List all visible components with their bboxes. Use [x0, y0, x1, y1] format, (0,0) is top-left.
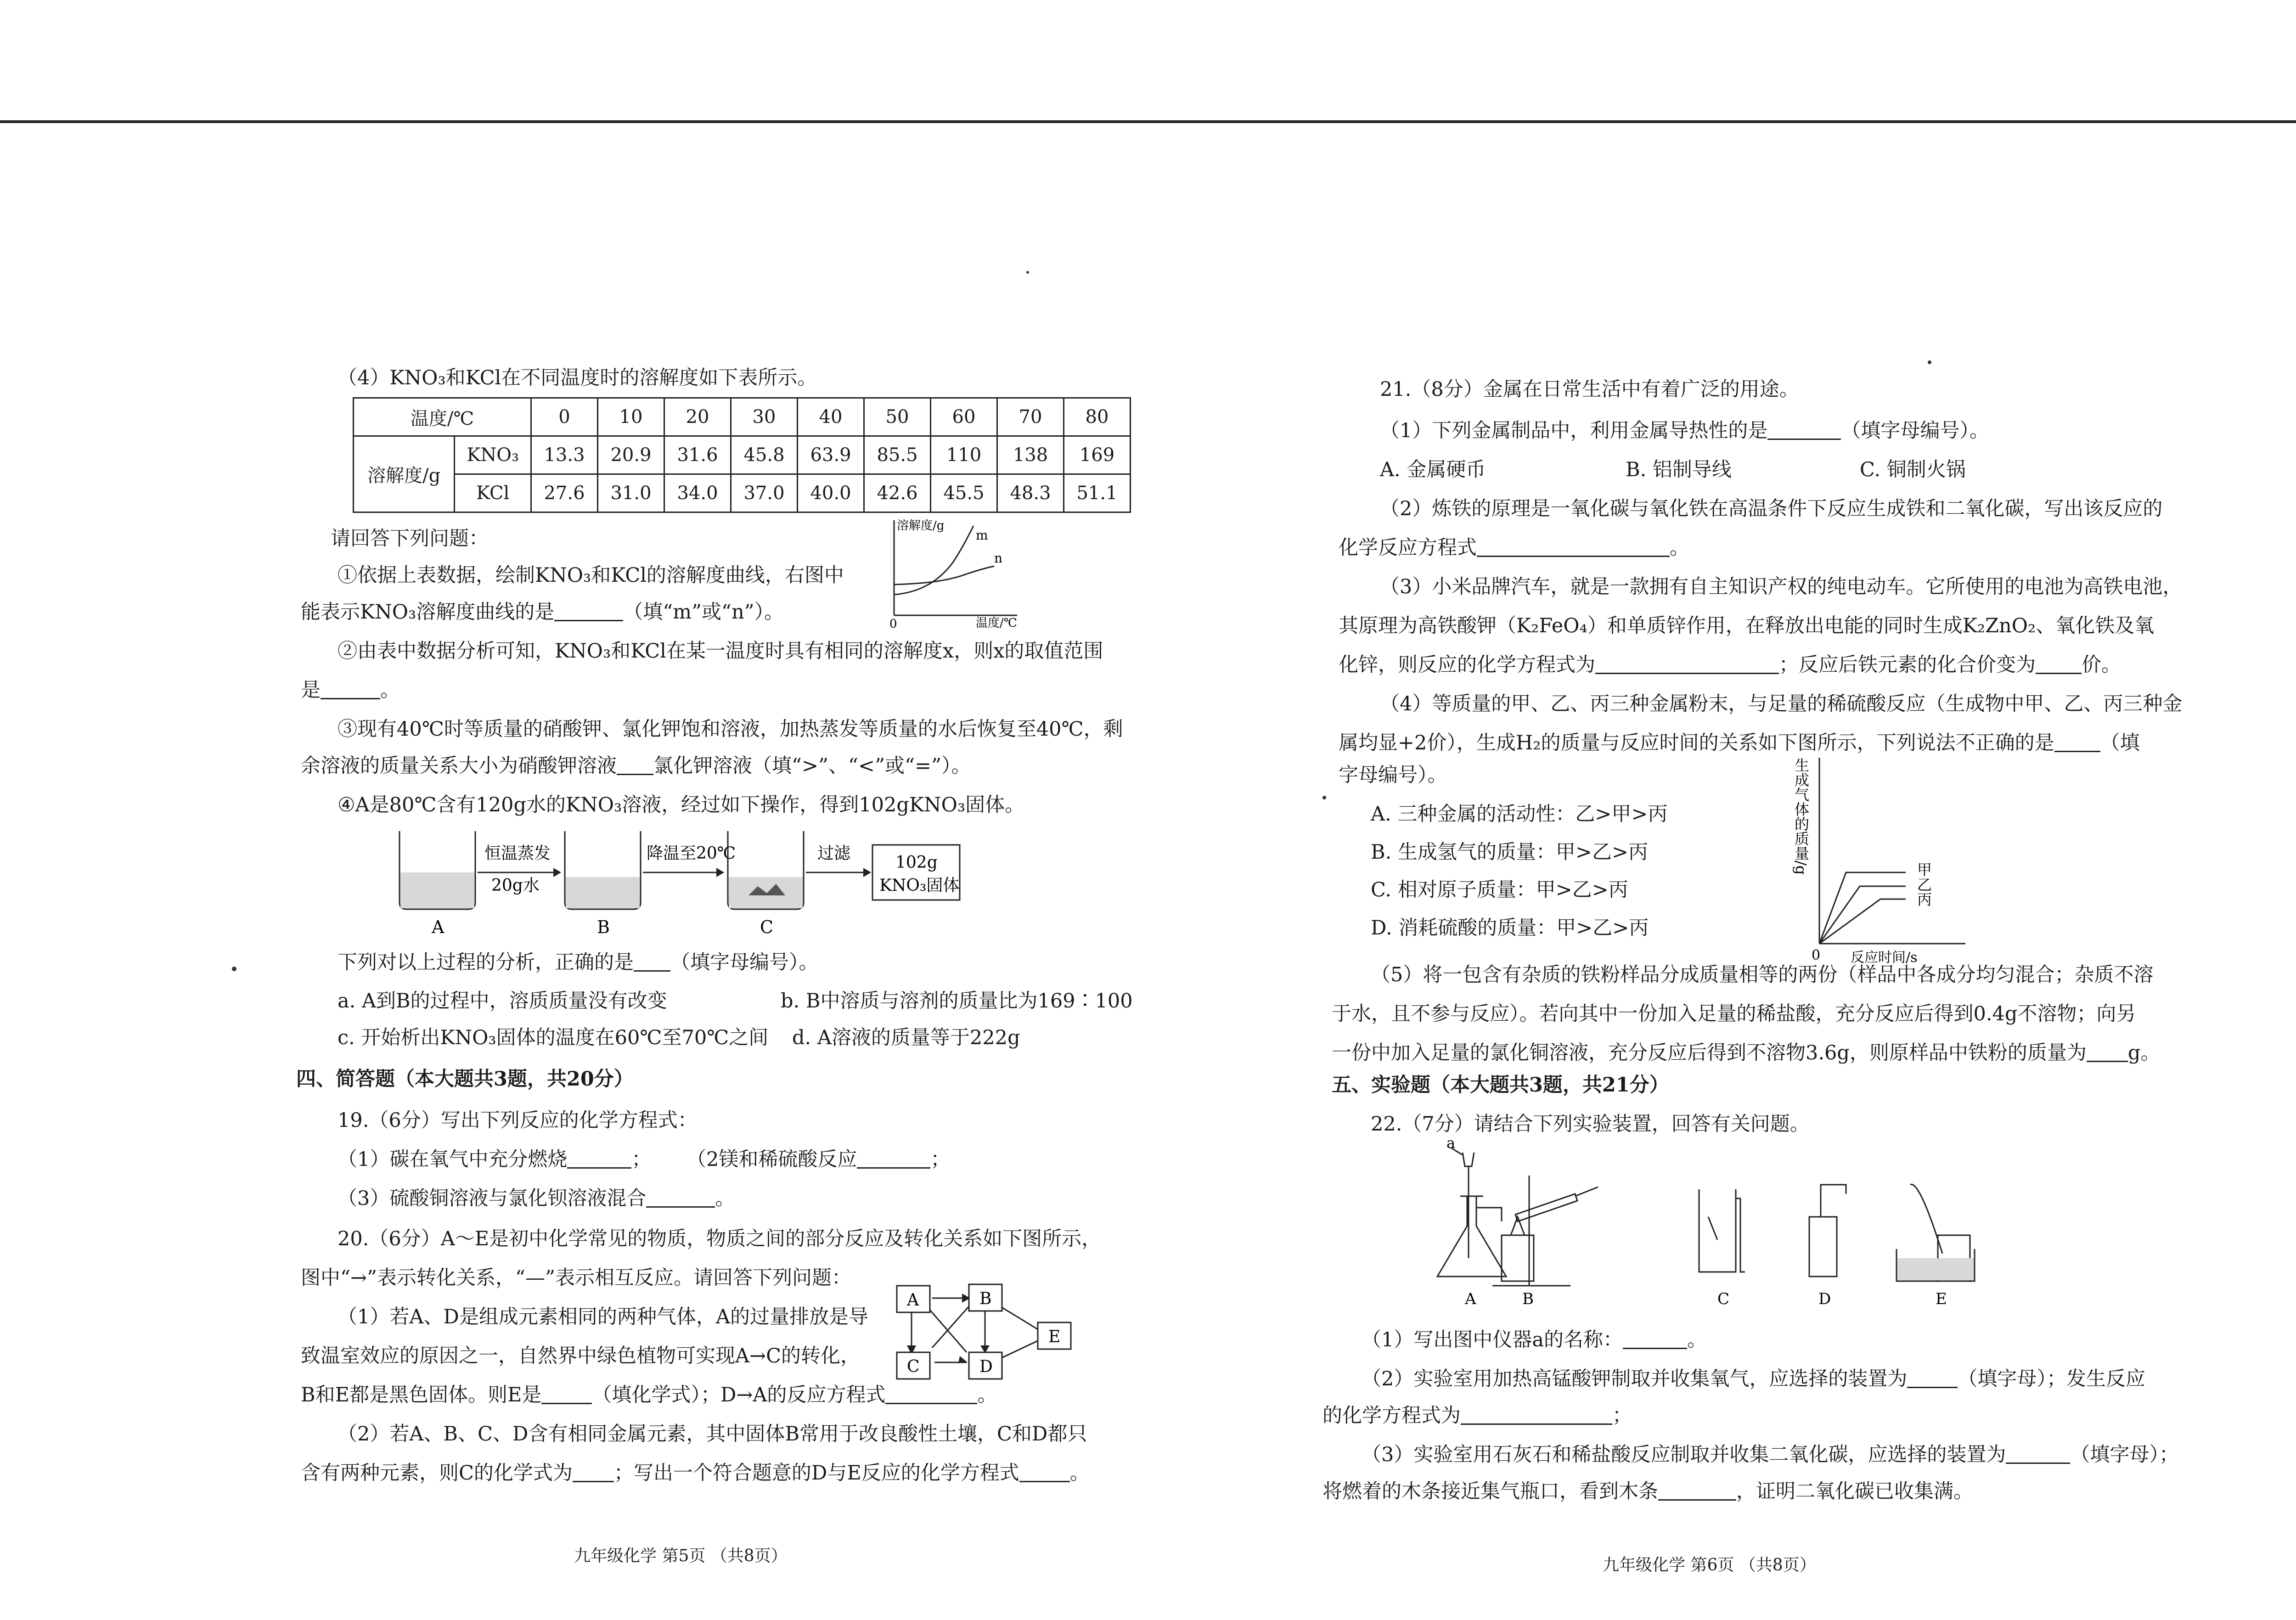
- answer-blank: [2087, 1042, 2128, 1062]
- q20-1-line3: [301, 1382, 997, 1408]
- table-cell: 0: [531, 398, 598, 436]
- scan-top-border: [0, 120, 2296, 123]
- q21-4-opt-b: B. 生成氢气的质量：甲>乙>丙: [1371, 841, 1648, 864]
- node-e-label: E: [1048, 1328, 1061, 1346]
- answer-blank: [857, 1149, 930, 1169]
- text: （填字母编号）。: [1841, 419, 1989, 442]
- table-cell: 45.8: [731, 436, 798, 474]
- table-cell: 169: [1064, 436, 1131, 474]
- text: ；: [930, 1148, 951, 1171]
- text: 。: [380, 679, 400, 702]
- q21-4-opt-a: A. 三种金属的活动性：乙>甲>丙: [1371, 803, 1668, 826]
- table-cell: 60: [931, 398, 997, 436]
- right-footer: 九年级化学 第6页 （共8页）: [1603, 1556, 1816, 1575]
- q21-4-line2: [1339, 730, 2140, 756]
- text: （2）实验室用加热高锰酸钾制取并收集氧气，应选择的装置为: [1362, 1367, 1908, 1390]
- table-cell: 20: [664, 398, 731, 436]
- thistle-funnel: [1463, 1153, 1474, 1166]
- text: 化学反应方程式: [1339, 536, 1477, 559]
- mini-ylabel: 溶解度/g: [897, 519, 945, 533]
- answer-blank: [634, 952, 670, 972]
- node-a-label: A: [907, 1291, 919, 1310]
- analysis-line: [338, 950, 819, 975]
- table-row: [354, 398, 1131, 436]
- text: 。: [1687, 1328, 1707, 1351]
- answer-blank: [2036, 654, 2082, 674]
- label-c: C: [760, 917, 774, 937]
- answer-blank: [1623, 1329, 1687, 1349]
- q21-5-line3: [1332, 1040, 2160, 1066]
- q21-1: [1380, 418, 1989, 444]
- apparatus-label: A: [1465, 1290, 1476, 1308]
- q4-3-line2: [301, 753, 971, 779]
- answer-blank: [541, 1384, 592, 1404]
- text: 含有两种元素，则C的化学式为: [301, 1462, 573, 1485]
- kcl-label: KCl: [455, 474, 531, 512]
- left-footer: 九年级化学 第5页 （共8页）: [574, 1547, 788, 1565]
- test-tube-b: [1515, 1194, 1577, 1221]
- table-cell: 45.5: [931, 474, 997, 512]
- q21-1-opt-a: A. 金属硬币: [1380, 458, 1486, 481]
- table-cell: 31.6: [664, 436, 731, 474]
- text: 下列对以上过程的分析，正确的是: [338, 951, 634, 974]
- water-e: [1897, 1258, 1974, 1280]
- table-cell: 50: [864, 398, 931, 436]
- answer-blank: [567, 1149, 631, 1169]
- text: 。: [1670, 536, 1689, 559]
- text: （3）实验室用石灰石和稀盐酸反应制取并收集二氧化碳，应选择的装置为: [1362, 1443, 2006, 1466]
- text: 氯化钾溶液（填“>”、“<”或“=”）。: [653, 754, 971, 777]
- q22-1: [1362, 1327, 1707, 1353]
- section4-title: 四、简答题（本大题共3题，共20分）: [296, 1068, 634, 1091]
- text: 价。: [2082, 653, 2121, 676]
- q21-4-opt-c: C. 相对原子质量：甲>乙>丙: [1371, 878, 1628, 901]
- table-row: [354, 474, 1131, 512]
- q21: 21.（8分）金属在日常生活中有着广泛的用途。: [1380, 378, 1799, 401]
- table-cell: 40: [798, 398, 864, 436]
- answer-blank: [617, 755, 653, 775]
- answer-blank: [885, 1384, 977, 1404]
- solution-b: [566, 877, 640, 908]
- label-a: A: [432, 917, 445, 937]
- table-cell: 31.0: [598, 474, 664, 512]
- solubility-mini-graph: [884, 517, 1022, 629]
- q21-2-line1: （2）炼铁的原理是一氧化碳与氧化铁在高温条件下反应生成铁和二氧化碳，写出该反应的: [1380, 497, 2163, 520]
- q21-4-opt-d: D. 消耗硫酸的质量：甲>乙>丙: [1371, 917, 1649, 939]
- q19: 19.（6分）写出下列反应的化学方程式：: [338, 1109, 698, 1132]
- option-b: b. B中溶质与溶剂的质量比为169∶100: [781, 990, 1133, 1012]
- curve-n: [894, 566, 994, 585]
- table-cell: 42.6: [864, 474, 931, 512]
- answer-prompt: 请回答下列问题：: [331, 527, 489, 550]
- q20-2-line1: （2）若A、B、C、D含有相同金属元素，其中固体B常用于改良酸性土壤，C和D都只: [338, 1423, 1087, 1446]
- relation-diagram: [889, 1279, 1081, 1389]
- table-cell: 13.3: [531, 436, 598, 474]
- answer-blank: [646, 1188, 715, 1208]
- process-diagram: [395, 822, 969, 941]
- q21-3-line1: （3）小米品牌汽车，就是一款拥有自主知识产权的纯电动车。它所使用的电池为高铁电池，: [1380, 575, 2183, 598]
- table-cell: 27.6: [531, 474, 598, 512]
- answer-blank: [321, 680, 380, 699]
- section5-title: 五、实验题（本大题共3题，共21分）: [1332, 1074, 1669, 1097]
- kno3-label: KNO₃: [455, 436, 531, 474]
- arrow-head: [553, 868, 561, 877]
- label-b: B: [597, 917, 610, 937]
- table-cell: 20.9: [598, 436, 664, 474]
- text: （1）下列金属制品中，利用金属导热性的是: [1380, 419, 1768, 442]
- text: ；反应后铁元素的化合价变为: [1779, 653, 2036, 676]
- apparatus-label: D: [1818, 1290, 1831, 1308]
- text: 。: [715, 1187, 735, 1210]
- q19-1: [338, 1147, 651, 1172]
- graph-ylabel: 生成气体的质量/g: [1792, 758, 1810, 875]
- q21-3-line3: [1339, 652, 2121, 678]
- scan-speck: [1928, 360, 1931, 364]
- answer-blank: [2054, 732, 2100, 752]
- text: （填字母编号）。: [670, 951, 819, 974]
- apparatus-diagram: [1424, 1134, 2020, 1318]
- text: （1）碳在氧气中充分燃烧: [338, 1148, 568, 1171]
- q22-3-line2: [1322, 1479, 1973, 1504]
- q19-2: [687, 1147, 950, 1172]
- series-label: 甲: [1917, 861, 1932, 878]
- text: 的化学方程式为: [1322, 1404, 1461, 1427]
- q22: 22.（7分）请结合下列实验装置，回答有关问题。: [1371, 1113, 1810, 1136]
- bottle-c: [1699, 1189, 1736, 1272]
- text: 。: [977, 1384, 997, 1406]
- text: （填字母）；: [2070, 1443, 2179, 1466]
- q4-2-line1: ②由表中数据分析可知，KNO₃和KCl在某一温度时具有相同的溶解度x，则x的取值范围: [338, 640, 1103, 663]
- text: B和E都是黑色固体。则E是: [301, 1384, 542, 1406]
- q21-1-opt-c: C. 铜制火锅: [1860, 458, 1966, 481]
- table-cell: 85.5: [864, 436, 931, 474]
- text: ；写出一个符合题意的D与E反应的化学方程式: [613, 1462, 1019, 1485]
- step1-bottom: 20g水: [491, 876, 540, 895]
- text: g。: [2127, 1041, 2161, 1064]
- table-row: [354, 436, 1131, 474]
- answer-blank: [1477, 537, 1670, 557]
- text: 。: [1069, 1462, 1090, 1485]
- q4-4-line1: ④A是80℃含有120g水的KNO₃溶液，经过如下操作，得到102gKNO₃固体。: [338, 793, 1025, 816]
- arrow-head: [958, 1356, 968, 1363]
- label-a-small: a: [1446, 1134, 1456, 1152]
- answer-blank: [1658, 1481, 1736, 1501]
- table-cell: 138: [997, 436, 1064, 474]
- answer-blank: [573, 1462, 614, 1482]
- table-cell: 80: [1064, 398, 1131, 436]
- table-cell: 51.1: [1064, 474, 1131, 512]
- text: （填: [2100, 731, 2140, 754]
- q20-2-line2: [301, 1460, 1090, 1486]
- node-b-label: B: [979, 1289, 992, 1308]
- q22-2-line1: [1362, 1366, 2145, 1392]
- q21-2-line2: [1339, 535, 1689, 561]
- text: 能表示KNO₃溶解度曲线的是: [301, 601, 555, 624]
- node-d-label: D: [979, 1357, 993, 1376]
- mini-origin: 0: [889, 617, 897, 629]
- arrow-head: [716, 868, 724, 877]
- series-jia: [1819, 872, 1906, 944]
- answer-blank: [2006, 1444, 2070, 1464]
- table-cell: 10: [598, 398, 664, 436]
- apparatus-label: B: [1522, 1290, 1534, 1308]
- q20-line2: 图中“→”表示转化关系，“—”表示相互反应。请回答下列问题：: [301, 1266, 851, 1289]
- bottle-d: [1809, 1217, 1837, 1277]
- series-bing: [1819, 899, 1906, 944]
- result-line1: 102g: [895, 853, 938, 872]
- text: ；: [1612, 1404, 1632, 1427]
- apparatus-label: E: [1936, 1290, 1947, 1308]
- gas-mass-graph: [1791, 753, 1975, 969]
- scan-speck: [232, 967, 236, 971]
- row-label: 溶解度/g: [354, 436, 455, 512]
- table-cell: 63.9: [798, 436, 864, 474]
- table-cell: 70: [997, 398, 1064, 436]
- scan-speck: [1026, 271, 1029, 274]
- temp-header: 温度/℃: [354, 398, 531, 436]
- q19-3: [338, 1186, 735, 1211]
- series-label: 乙: [1917, 876, 1932, 894]
- q20-1-line2: 致温室效应的原因之一，自然界中绿色植物可实现A→C的转化，: [301, 1344, 860, 1367]
- q4-1-line2: [301, 599, 784, 625]
- table-cell: 34.0: [664, 474, 731, 512]
- result-line2: KNO₃固体: [879, 876, 960, 895]
- text: （填字母）；发生反应: [1958, 1367, 2145, 1390]
- option-a: a. A到B的过程中，溶质质量没有改变: [338, 990, 667, 1012]
- apparatus-label: C: [1717, 1290, 1730, 1308]
- option-c: c. 开始析出KNO₃固体的温度在60℃至70℃之间: [338, 1026, 769, 1049]
- q20-1-line1: （1）若A、D是组成元素相同的两种气体，A的过量排放是导: [338, 1305, 868, 1328]
- scan-speck: [1322, 796, 1326, 799]
- text: （1）写出图中仪器a的名称：: [1362, 1328, 1623, 1351]
- text: 将燃着的木条接近集气瓶口，看到木条: [1322, 1480, 1658, 1503]
- q21-4-line1: （4）等质量的甲、乙、丙三种金属粉末，与足量的稀硫酸反应（生成物中甲、乙、丙三种金: [1380, 692, 2183, 715]
- text: （2镁和稀硫酸反应: [687, 1148, 857, 1171]
- node-c-label: C: [907, 1357, 920, 1376]
- answer-blank: [554, 602, 623, 621]
- q4-intro: （4）KNO₃和KCl在不同温度时的溶解度如下表所示。: [338, 366, 817, 389]
- text: ；: [631, 1148, 652, 1171]
- table-cell: 37.0: [731, 474, 798, 512]
- text: （填“m”或“n”）。: [623, 601, 784, 624]
- q21-3-line2: 其原理为高铁酸钾（K₂FeO₄）和单质锌作用，在释放出电能的同时生成K₂ZnO₂、氧化铁及氧: [1339, 614, 2155, 637]
- q20-line1: 20.（6分）A～E是初中化学常见的物质，物质之间的部分反应及转化关系如下图所示，: [338, 1227, 1102, 1250]
- option-d: d. A溶液的质量等于222g: [792, 1026, 1020, 1049]
- table-cell: 40.0: [798, 474, 864, 512]
- step1-top: 恒温蒸发: [484, 844, 551, 863]
- q4-2-line2: [301, 677, 400, 703]
- step3-top: 过滤: [817, 844, 851, 863]
- text: （3）硫酸铜溶液与氯化钡溶液混合: [338, 1187, 647, 1210]
- q21-5-line2: 于水，且不参与反应）。若向其中一份加入足量的稀盐酸，充分反应后得到0.4g不溶物；向另: [1332, 1002, 2136, 1025]
- arrow-head: [863, 868, 871, 877]
- series-label: 丙: [1917, 891, 1932, 908]
- q21-4-line3: 字母编号）。: [1339, 764, 1447, 787]
- label-m: m: [976, 528, 988, 543]
- text: 化锌，则反应的化学方程式为: [1339, 653, 1595, 676]
- q4-3-line1: ③现有40℃时等质量的硝酸钾、氯化钾饱和溶液，加热蒸发等质量的水后恢复至40℃，剩: [338, 718, 1123, 741]
- solubility-table: [353, 397, 1131, 513]
- mini-xlabel: 温度/℃: [976, 616, 1017, 629]
- label-n: n: [994, 551, 1003, 566]
- text: 余溶液的质量关系大小为硝酸钾溶液: [301, 754, 617, 777]
- answer-blank: [1019, 1462, 1070, 1482]
- answer-blank: [1461, 1405, 1612, 1425]
- answer-blank: [1907, 1368, 1958, 1388]
- graph-xlabel: 反应时间/s: [1851, 950, 1918, 966]
- text: 属均显+2价），生成H₂的质量与反应时间的关系如下图所示，下列说法不正确的是: [1339, 731, 2054, 754]
- table-cell: 110: [931, 436, 997, 474]
- graph-origin: 0: [1812, 947, 1821, 963]
- answer-blank: [1595, 654, 1779, 674]
- text: ，证明二氧化碳已收集满。: [1736, 1480, 1973, 1503]
- q4-1-line1: ①依据上表数据，绘制KNO₃和KCl的溶解度曲线，右图中: [338, 564, 844, 587]
- text: 一份中加入足量的氯化铜溶液，充分反应后得到不溶物3.6g，则原样品中铁粉的质量为: [1332, 1041, 2087, 1064]
- q21-1-opt-b: B. 铝制导线: [1626, 458, 1732, 481]
- table-cell: 30: [731, 398, 798, 436]
- q22-2-line2: [1322, 1403, 1632, 1429]
- text: （填化学式）；D→A的反应方程式: [592, 1384, 886, 1406]
- answer-blank: [1767, 420, 1841, 440]
- q22-3-line1: [1362, 1442, 2179, 1468]
- text: 是: [301, 679, 321, 702]
- solution-a: [400, 872, 474, 908]
- step2-top: 降温至20℃: [647, 844, 736, 863]
- q21-5-line1: （5）将一包含有杂质的铁粉样品分成质量相等的两份（样品中各成分均匀混合；杂质不溶: [1371, 963, 2154, 986]
- table-cell: 48.3: [997, 474, 1064, 512]
